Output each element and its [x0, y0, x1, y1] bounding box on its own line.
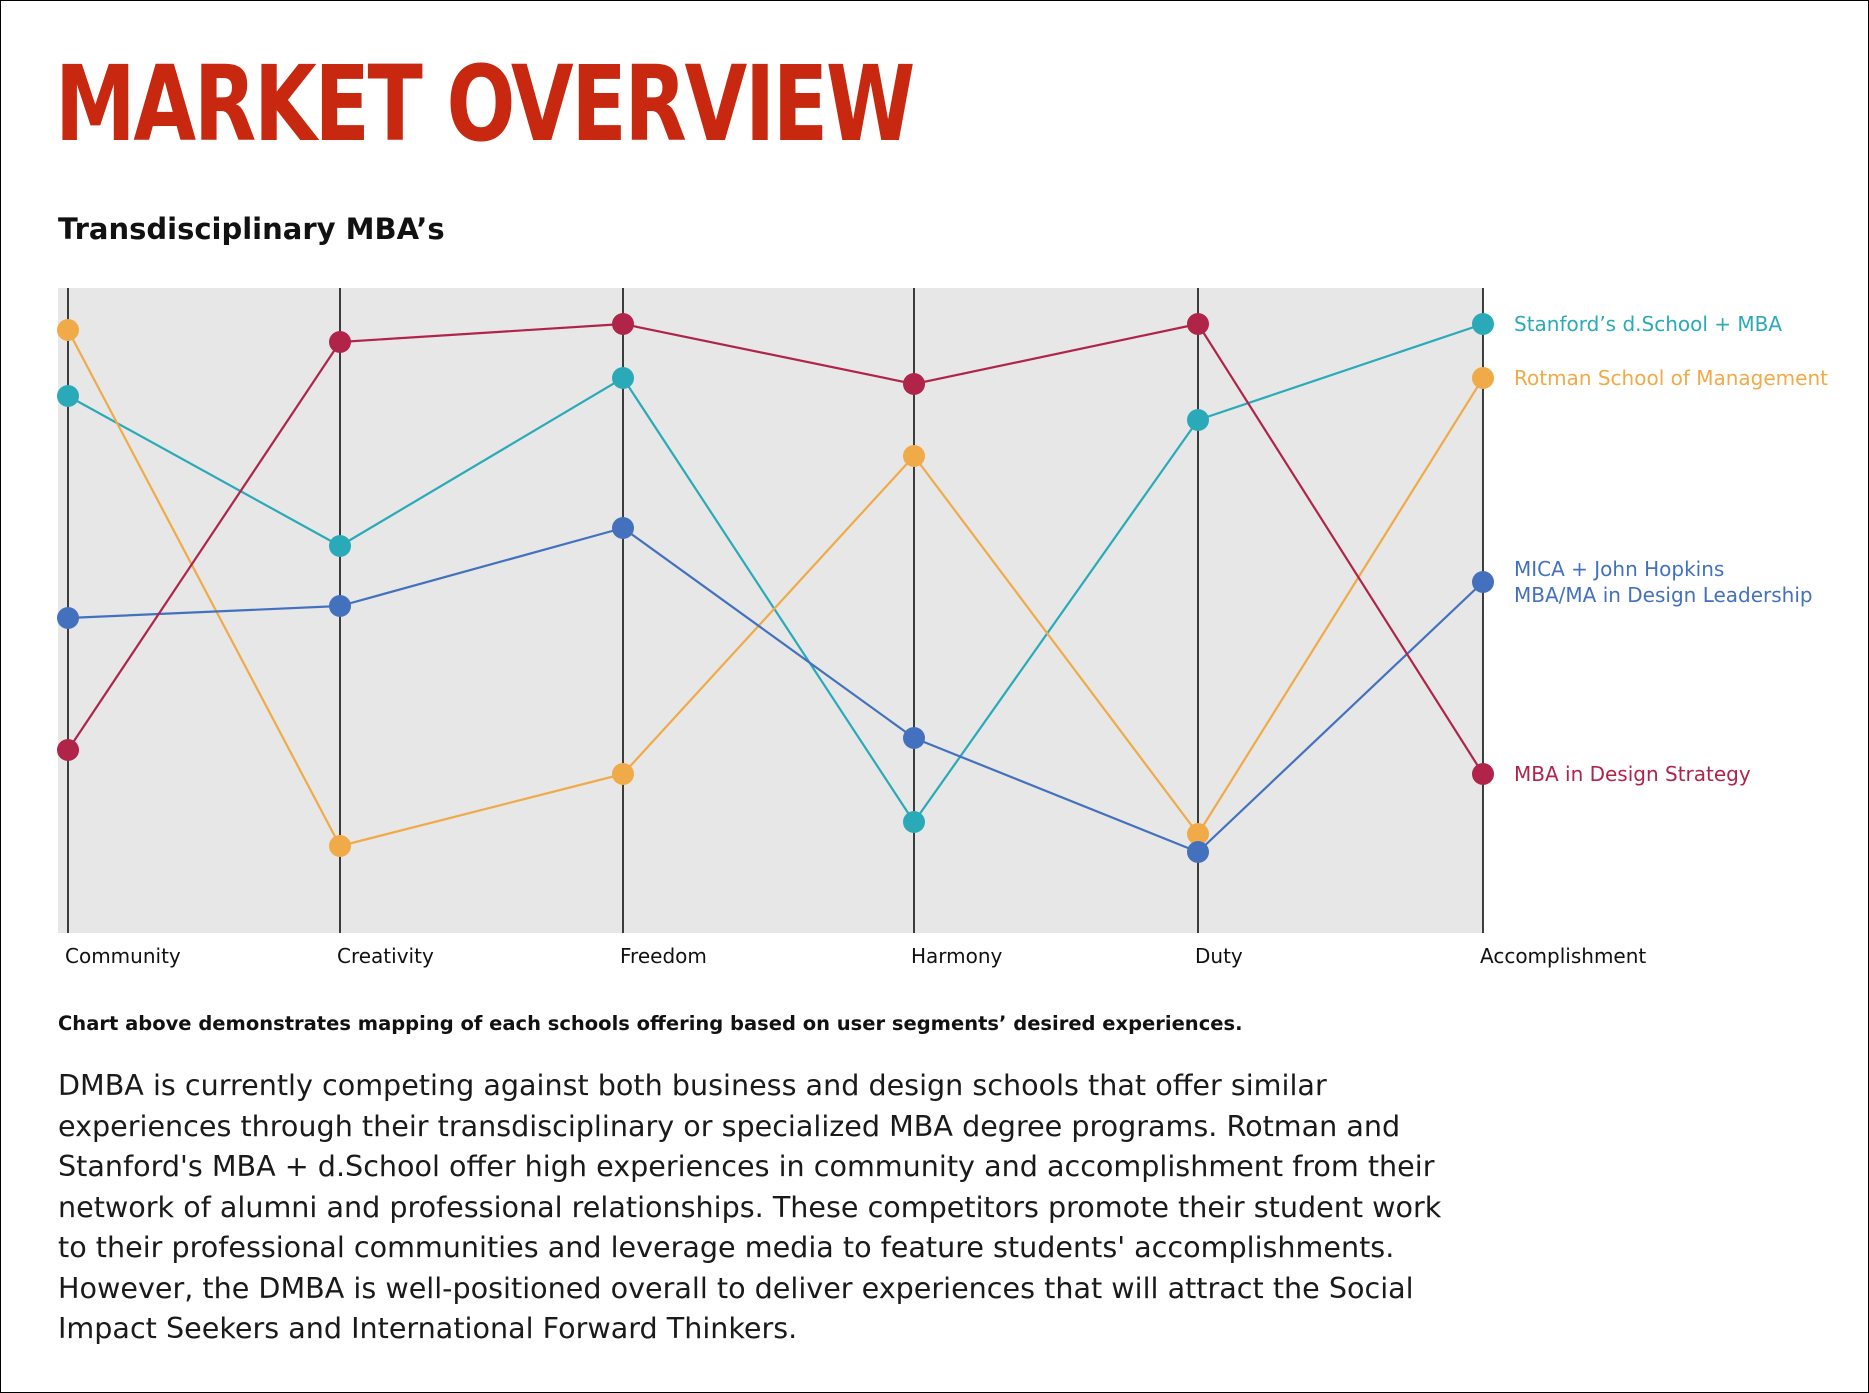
plot-background — [58, 288, 1483, 933]
data-point-community — [57, 607, 79, 629]
category-label-creativity: Creativity — [337, 944, 434, 968]
body-line: Stanford's MBA + d.School offer high experiences in community and accomplishment from their — [58, 1149, 1435, 1183]
body-line: network of alumni and professional relationships. These competitors promote their student work — [58, 1189, 1442, 1224]
data-point-harmony — [903, 373, 925, 395]
legend-label: MICA + John Hopkins — [1514, 557, 1725, 581]
category-label-harmony: Harmony — [911, 944, 1003, 968]
data-point-harmony — [903, 811, 925, 833]
data-point-duty — [1187, 313, 1209, 335]
data-point-accomplishment — [1472, 763, 1494, 785]
legend — [1514, 312, 1828, 786]
category-label-community: Community — [65, 944, 181, 968]
data-point-community — [57, 319, 79, 341]
body-line: experiences through their transdisciplinary or specialized MBA degree programs. Rotman and — [58, 1108, 1401, 1143]
body-line: Impact Seekers and International Forward Thinkers. — [58, 1311, 798, 1345]
data-point-accomplishment — [1472, 313, 1494, 335]
body-line: to their professional communities and leverage media to feature students' accomplishments. — [58, 1230, 1395, 1264]
body-paragraph — [58, 1065, 1578, 1349]
data-point-freedom — [612, 763, 634, 785]
data-point-accomplishment — [1472, 571, 1494, 593]
body-line: DMBA is currently competing against both business and design schools that offer similar — [58, 1068, 1327, 1102]
data-point-harmony — [903, 727, 925, 749]
chart-subtitle: Transdisciplinary MBA’s — [58, 212, 445, 246]
legend-label: Stanford’s d.School + MBA — [1514, 312, 1783, 336]
chart-caption: Chart above demonstrates mapping of each schools offering based on user segments’ desired experiences. — [58, 1012, 1243, 1035]
category-label-freedom: Freedom — [620, 944, 707, 968]
data-point-creativity — [329, 535, 351, 557]
category-label-duty: Duty — [1195, 944, 1243, 968]
data-point-accomplishment — [1472, 367, 1494, 389]
data-point-duty — [1187, 841, 1209, 863]
data-point-creativity — [329, 331, 351, 353]
page-title: MARKET OVERVIEW — [55, 43, 914, 165]
data-point-duty — [1187, 409, 1209, 431]
data-point-creativity — [329, 595, 351, 617]
data-point-freedom — [612, 367, 634, 389]
legend-label: MBA in Design Strategy — [1514, 762, 1751, 786]
category-label-accomplishment: Accomplishment — [1480, 944, 1647, 968]
data-point-freedom — [612, 517, 634, 539]
legend-label: Rotman School of Management — [1514, 366, 1828, 390]
data-point-community — [57, 385, 79, 407]
category-labels — [65, 944, 1646, 968]
data-point-freedom — [612, 313, 634, 335]
data-point-harmony — [903, 445, 925, 467]
data-point-community — [57, 739, 79, 761]
body-line: However, the DMBA is well-positioned overall to deliver experiences that will attract the Social — [58, 1270, 1414, 1305]
legend-label: MBA/MA in Design Leadership — [1514, 583, 1813, 607]
data-point-creativity — [329, 835, 351, 857]
